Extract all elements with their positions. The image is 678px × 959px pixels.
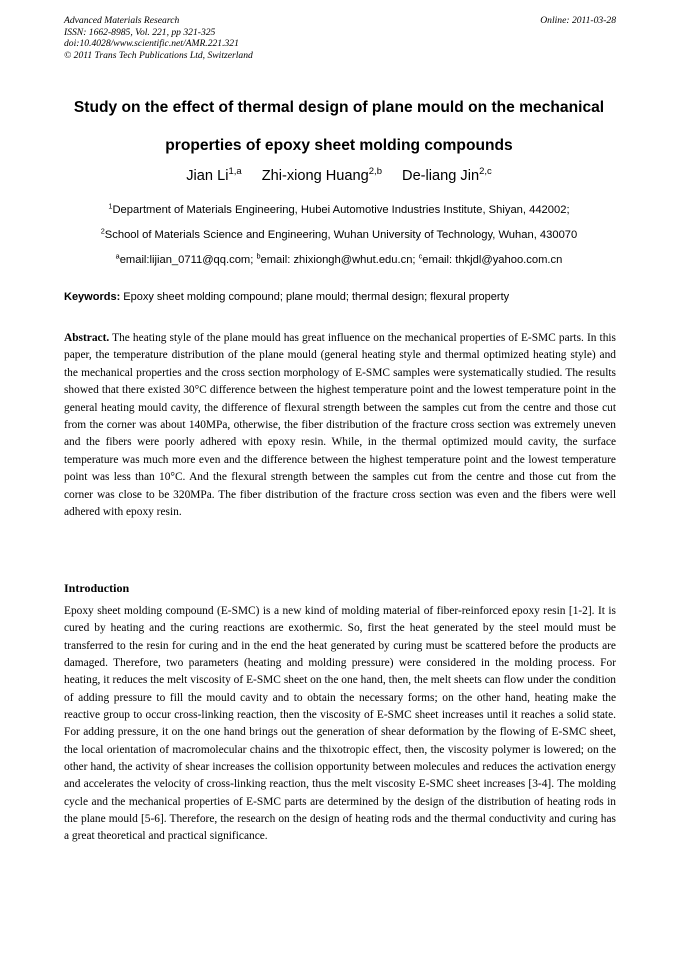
affiliation-2 (40, 228, 638, 243)
copyright-line: © 2011 Trans Tech Publications Ltd, Switzerland (64, 49, 253, 61)
abstract-label: Abstract. (64, 332, 110, 344)
title-line-2: properties of epoxy sheet molding compounds (165, 137, 513, 154)
abstract-text: The heating style of the plane mould has great influence on the mechanical properties of E-SMC parts. In this paper, the temperature distribution of the plane mould (general heating style and thermal optimized heating style) and the mechanical properties and the cross section morphology of E-SMC samples were systematically studied. The results showed that there existed 30°C difference between the highest temperature point and the lowest temperature point in the general heating mould cavity, the difference of flexural strength between the samples cut from the centre and those cut from the corner was about 140MPa, otherwise, the fiber distribution of the fracture cross section was extremely uneven and the fibers were poorly adhered with epoxy resin. While, in the thermal optimized mould cavity, the surface temperature was much more even and the difference between the highest temperature point and the lowest temperature point was less than 10°C. And the flexural strength between the samples cut from the centre and those cut from the corner was close to be 320MPa. The fiber distribution of the fracture cross section was even and the fibers were well adhered with epoxy resin. (64, 332, 616, 519)
email-a: email:lijian_0711@qq.com; (119, 254, 257, 266)
title-line-1: Study on the effect of thermal design of plane mould on the mechanical (73, 99, 605, 116)
email-line (40, 253, 638, 268)
introduction-heading: Introduction (64, 581, 130, 595)
introduction-paragraph: Epoxy sheet molding compound (E-SMC) is a new kind of molding material of fiber-reinforced epoxy resin [1-2]. It is cured by heating and the curing reactions are exothermic. So, first the heat generated by the steel mould must be transferred to the resin for curing and in the end the heat generated by curing must be scattered before the products are damaged. Therefore, two parameters (heating and molding pressure) were considered in the molding process. For heating, it reduces the melt viscosity of E-SMC sheet on the one hand, then, the melt sheets can flow under the condition of adding pressure to fill the mould cavity and to obtain the necessary forms; on the other hand, heating make the reactive group to occur cross-linking reaction, then the viscosity of E-SMC sheet increases until it reaches a solid state. For adding pressure, it on the one hand brings out the generation of shear deformation by the flowing of E-SMC sheet, the local orientation of macromolecular chains and the thixotropic effect, then, the viscosity polymer is lowered; on the other hand, the activity of shear increases the collision opportunity between molecules and reduces the activation energy and accelerates the velocity of cross-linking reaction, thus the melt viscosity E-SMC sheet increases [3-4]. The molding cycle and the mechanical properties of E-SMC parts are determined by the design of the distribution of heating rods in the plane mould [5-6]. Therefore, the research on the design of heating rods and the thermal conductivity and curing has a great theoretical and practical significance. (64, 605, 616, 843)
email-c: email: thkjdl@yahoo.com.cn (422, 254, 563, 266)
author-name: Zhi-xiong Huang (261, 168, 369, 184)
affiliation-1 (40, 203, 638, 218)
email-superscript: a (115, 251, 120, 261)
keywords-label: Keywords: (64, 291, 121, 303)
journal-header (64, 15, 616, 61)
author-list (40, 166, 638, 186)
online-date: Online: 2011-03-28 (540, 15, 616, 26)
email-b: email: zhixiongh@whut.edu.cn; (260, 254, 419, 266)
email-superscript: c (418, 251, 423, 261)
affiliation-superscript: 2 (100, 226, 105, 236)
author-superscript: 1,a (228, 166, 242, 178)
author-2 (262, 168, 382, 184)
author-superscript: 2,c (479, 166, 492, 178)
author-1 (186, 168, 241, 184)
affiliation-text: Department of Materials Engineering, Hubei Automotive Industries Institute, Shiyan, 442002; (112, 204, 570, 216)
affiliation-text: School of Materials Science and Engineering, Wuhan University of Technology, Wuhan, 430070 (104, 229, 578, 241)
issn-line: ISSN: 1662-8985, Vol. 221, pp 321-325 (64, 26, 216, 38)
email-superscript: b (256, 251, 261, 261)
author-superscript: 2,b (368, 166, 382, 178)
author-3 (402, 168, 492, 184)
doi-line: doi:10.4028/www.scientific.net/AMR.221.321 (64, 38, 239, 49)
affiliation-superscript: 1 (108, 201, 113, 211)
keywords-text: Epoxy sheet molding compound; plane mould; thermal design; flexural property (120, 291, 510, 303)
author-name: De-liang Jin (402, 168, 480, 184)
abstract (64, 330, 616, 521)
author-name: Jian Li (186, 168, 229, 184)
journal-name: Advanced Materials Research (64, 15, 180, 26)
keywords (64, 290, 616, 305)
paper-title (40, 89, 638, 165)
